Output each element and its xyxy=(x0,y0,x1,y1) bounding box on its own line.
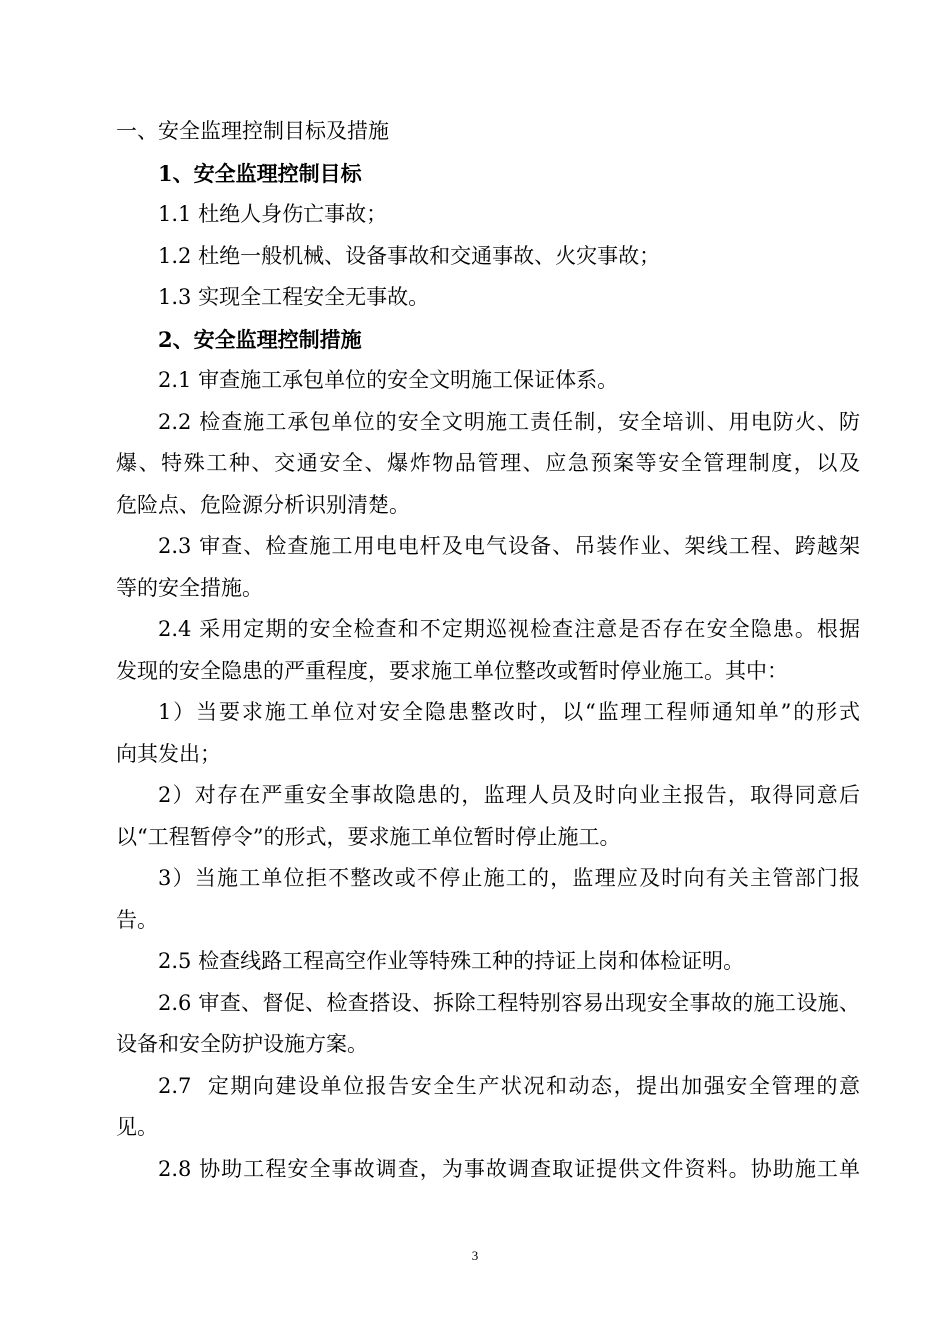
list-item: 1.2 杜绝一般机械、设备事故和交通事故、火灾事故； xyxy=(158,243,661,268)
list-item: 2.1 审查施工承包单位的安全文明施工保证体系。 xyxy=(158,368,619,392)
list-item: 1.1 杜绝人身伤亡事故； xyxy=(158,202,388,226)
paragraph-line: 2.7 定期向建设单位报告安全生产状况和动态，提出加强安全管理的意 xyxy=(158,1073,860,1098)
paragraph-line: 爆、特殊工种、交通安全、爆炸物品管理、应急预案等安全管理制度，以及 xyxy=(116,451,860,475)
paragraph-line: 危险点、危险源分析识别清楚。 xyxy=(116,492,410,517)
paragraph-line: 发现的安全隐患的严重程度，要求施工单位整改或暂时停业施工。其中： xyxy=(116,658,788,683)
section-heading: 一、安全监理控制目标及措施 xyxy=(116,119,389,143)
subsection-heading: 1、安全监理控制目标 xyxy=(158,160,362,186)
paragraph-line: 2）对存在严重安全事故隐患的，监理人员及时向业主报告，取得同意后 xyxy=(158,783,860,807)
paragraph-line: 以“工程暂停令”的形式，要求施工单位暂时停止施工。 xyxy=(116,824,621,849)
page-number: 3 xyxy=(471,1248,479,1263)
paragraph-line: 告。 xyxy=(116,907,158,932)
paragraph-line: 2.6 审查、督促、检查搭设、拆除工程特别容易出现安全事故的施工设施、 xyxy=(158,990,860,1015)
paragraph-line: 2.8 协助工程安全事故调查，为事故调查取证提供文件资料。协助施工单 xyxy=(158,1156,860,1181)
paragraph-line: 3）当施工单位拒不整改或不停止施工的，监理应及时向有关主管部门报 xyxy=(158,866,860,890)
paragraph-line: 见。 xyxy=(116,1115,158,1139)
list-item: 2.5 检查线路工程高空作业等特殊工种的持证上岗和体检证明。 xyxy=(158,949,745,973)
paragraph-line: 向其发出； xyxy=(116,741,221,766)
list-item: 1.3 实现全工程安全无事故。 xyxy=(158,285,430,309)
paragraph-line: 设备和安全防护设施方案。 xyxy=(116,1032,368,1056)
paragraph-line: 1）当要求施工单位对安全隐患整改时，以“监理工程师通知单”的形式 xyxy=(158,700,860,724)
paragraph-line: 2.2 检查施工承包单位的安全文明施工责任制，安全培训、用电防火、防 xyxy=(158,409,860,434)
document-body xyxy=(116,111,860,1190)
paragraph-line: 等的安全措施。 xyxy=(116,575,263,600)
paragraph-line: 2.3 审查、检查施工用电电杆及电气设备、吊装作业、架线工程、跨越架 xyxy=(158,534,860,558)
paragraph-line: 2.4 采用定期的安全检查和不定期巡视检查注意是否存在安全隐患。根据 xyxy=(158,617,860,641)
subsection-heading: 2、安全监理控制措施 xyxy=(158,326,362,352)
